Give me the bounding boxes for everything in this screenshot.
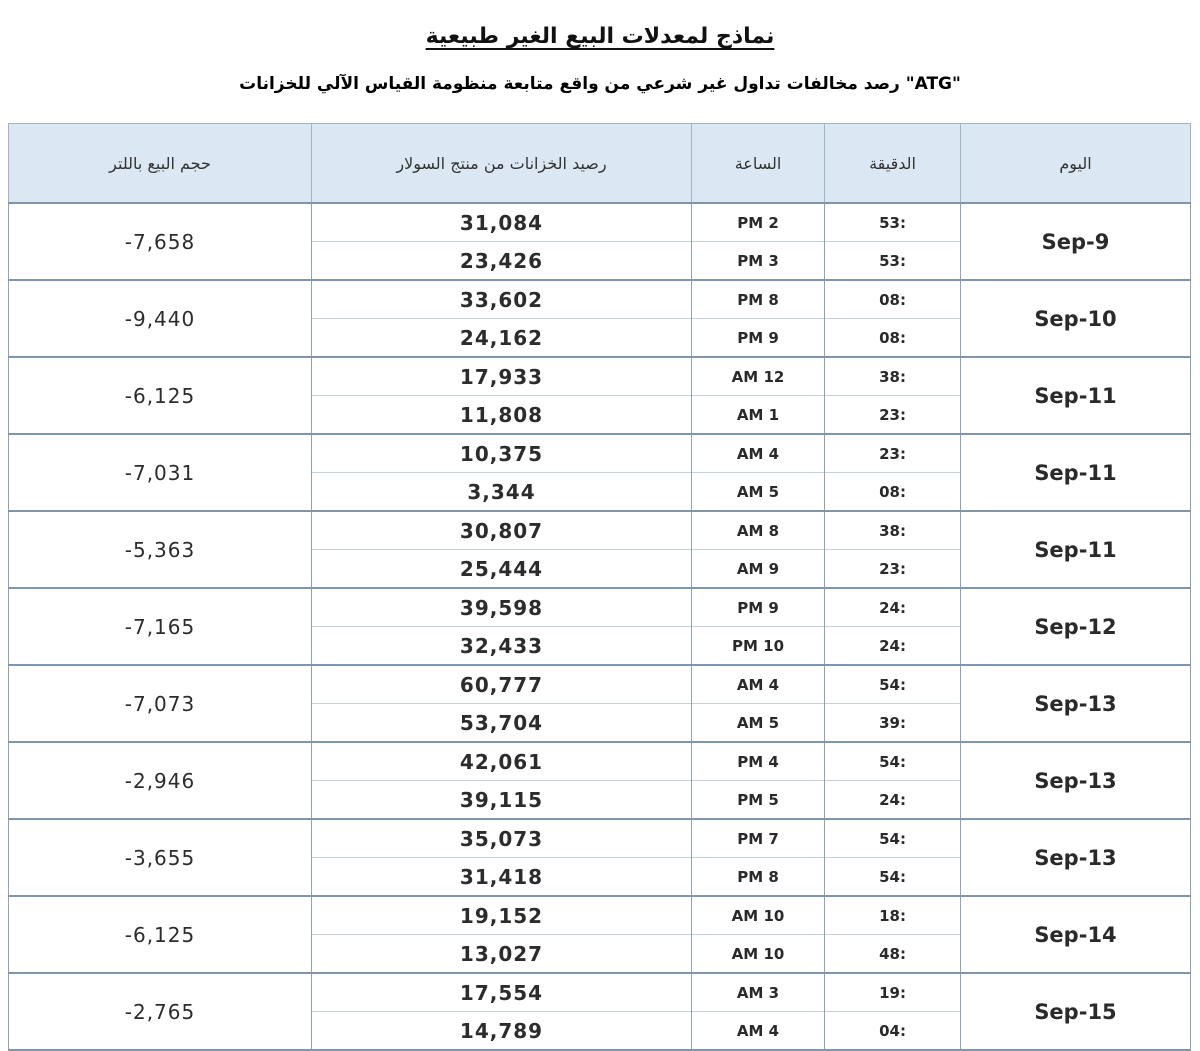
cell-minute: :38 bbox=[825, 357, 961, 396]
header-day: اليوم bbox=[961, 124, 1191, 204]
cell-balance: 31,084 bbox=[312, 203, 692, 242]
cell-minute: :54 bbox=[825, 858, 961, 897]
cell-minute: :53 bbox=[825, 203, 961, 242]
cell-day: 12-Sep bbox=[961, 588, 1191, 665]
document-title-text: نماذج لمعدلات البيع الغير طبيعية bbox=[425, 24, 775, 49]
cell-balance: 13,027 bbox=[312, 935, 692, 974]
cell-balance: 33,602 bbox=[312, 280, 692, 319]
cell-minute: :04 bbox=[825, 1012, 961, 1051]
cell-hour: 5 AM bbox=[692, 473, 825, 512]
cell-minute: :39 bbox=[825, 704, 961, 743]
cell-balance: 30,807 bbox=[312, 511, 692, 550]
cell-day: 9-Sep bbox=[961, 203, 1191, 280]
sales-table bbox=[8, 123, 1191, 1051]
cell-hour: 4 AM bbox=[692, 434, 825, 473]
cell-minute: :48 bbox=[825, 935, 961, 974]
table-row bbox=[9, 280, 1191, 319]
cell-minute: :53 bbox=[825, 242, 961, 281]
table-row bbox=[9, 665, 1191, 704]
table-row bbox=[9, 742, 1191, 781]
table-row bbox=[9, 973, 1191, 1012]
cell-hour: 3 PM bbox=[692, 242, 825, 281]
header-hour: الساعة bbox=[692, 124, 825, 204]
cell-minute: :24 bbox=[825, 781, 961, 820]
header-minute: الدقيقة bbox=[825, 124, 961, 204]
cell-day: 14-Sep bbox=[961, 896, 1191, 973]
cell-volume: -7,165 bbox=[9, 588, 312, 665]
table-row bbox=[9, 511, 1191, 550]
cell-balance: 31,418 bbox=[312, 858, 692, 897]
header-volume: حجم البيع باللتر bbox=[9, 124, 312, 204]
cell-minute: :18 bbox=[825, 896, 961, 935]
cell-balance: 14,789 bbox=[312, 1012, 692, 1051]
cell-hour: 5 AM bbox=[692, 704, 825, 743]
cell-day: 13-Sep bbox=[961, 819, 1191, 896]
cell-balance: 42,061 bbox=[312, 742, 692, 781]
cell-balance: 24,162 bbox=[312, 319, 692, 358]
cell-hour: 8 PM bbox=[692, 858, 825, 897]
cell-balance: 25,444 bbox=[312, 550, 692, 589]
cell-balance: 39,598 bbox=[312, 588, 692, 627]
table-row bbox=[9, 896, 1191, 935]
cell-balance: 39,115 bbox=[312, 781, 692, 820]
cell-hour: 7 PM bbox=[692, 819, 825, 858]
cell-hour: 9 AM bbox=[692, 550, 825, 589]
cell-hour: 8 AM bbox=[692, 511, 825, 550]
cell-balance: 60,777 bbox=[312, 665, 692, 704]
cell-hour: 9 PM bbox=[692, 319, 825, 358]
cell-volume: -9,440 bbox=[9, 280, 312, 357]
cell-balance: 3,344 bbox=[312, 473, 692, 512]
cell-minute: :24 bbox=[825, 627, 961, 666]
cell-hour: 3 AM bbox=[692, 973, 825, 1012]
cell-hour: 4 AM bbox=[692, 1012, 825, 1051]
cell-hour: 12 AM bbox=[692, 357, 825, 396]
cell-volume: -2,946 bbox=[9, 742, 312, 819]
cell-volume: -2,765 bbox=[9, 973, 312, 1050]
cell-hour: 1 AM bbox=[692, 396, 825, 435]
cell-minute: :54 bbox=[825, 742, 961, 781]
table-row bbox=[9, 819, 1191, 858]
document-subtitle: "ATG" رصد مخالفات تداول غير شرعي من واقع متابعة منظومة القياس الآلي للخزانات bbox=[239, 74, 961, 94]
cell-balance: 10,375 bbox=[312, 434, 692, 473]
cell-day: 13-Sep bbox=[961, 665, 1191, 742]
cell-minute: :24 bbox=[825, 588, 961, 627]
cell-volume: -6,125 bbox=[9, 357, 312, 434]
cell-volume: -3,655 bbox=[9, 819, 312, 896]
cell-minute: :08 bbox=[825, 280, 961, 319]
cell-day: 11-Sep bbox=[961, 357, 1191, 434]
cell-minute: :23 bbox=[825, 396, 961, 435]
cell-balance: 19,152 bbox=[312, 896, 692, 935]
cell-hour: 8 PM bbox=[692, 280, 825, 319]
cell-day: 10-Sep bbox=[961, 280, 1191, 357]
cell-minute: :38 bbox=[825, 511, 961, 550]
cell-day: 11-Sep bbox=[961, 511, 1191, 588]
cell-hour: 4 PM bbox=[692, 742, 825, 781]
document-title bbox=[0, 24, 1200, 49]
header-balance: رصيد الخزانات من منتج السولار bbox=[312, 124, 692, 204]
cell-balance: 23,426 bbox=[312, 242, 692, 281]
cell-volume: -7,073 bbox=[9, 665, 312, 742]
table-row bbox=[9, 357, 1191, 396]
cell-hour: 5 PM bbox=[692, 781, 825, 820]
cell-volume: -5,363 bbox=[9, 511, 312, 588]
cell-balance: 11,808 bbox=[312, 396, 692, 435]
cell-balance: 17,554 bbox=[312, 973, 692, 1012]
cell-day: 11-Sep bbox=[961, 434, 1191, 511]
cell-minute: :08 bbox=[825, 473, 961, 512]
table-row bbox=[9, 434, 1191, 473]
table-row bbox=[9, 203, 1191, 242]
cell-balance: 35,073 bbox=[312, 819, 692, 858]
cell-hour: 10 PM bbox=[692, 627, 825, 666]
cell-volume: -6,125 bbox=[9, 896, 312, 973]
cell-balance: 32,433 bbox=[312, 627, 692, 666]
table-row bbox=[9, 588, 1191, 627]
cell-hour: 10 AM bbox=[692, 935, 825, 974]
cell-balance: 53,704 bbox=[312, 704, 692, 743]
cell-minute: :54 bbox=[825, 665, 961, 704]
cell-volume: -7,031 bbox=[9, 434, 312, 511]
cell-minute: :08 bbox=[825, 319, 961, 358]
cell-hour: 2 PM bbox=[692, 203, 825, 242]
cell-hour: 10 AM bbox=[692, 896, 825, 935]
cell-minute: :23 bbox=[825, 434, 961, 473]
cell-day: 13-Sep bbox=[961, 742, 1191, 819]
cell-volume: -7,658 bbox=[9, 203, 312, 280]
cell-hour: 4 AM bbox=[692, 665, 825, 704]
table-header-row bbox=[9, 124, 1191, 204]
cell-minute: :19 bbox=[825, 973, 961, 1012]
cell-day: 15-Sep bbox=[961, 973, 1191, 1050]
cell-hour: 9 PM bbox=[692, 588, 825, 627]
cell-minute: :23 bbox=[825, 550, 961, 589]
cell-balance: 17,933 bbox=[312, 357, 692, 396]
sales-table-container bbox=[8, 123, 1190, 1051]
cell-minute: :54 bbox=[825, 819, 961, 858]
table-body bbox=[9, 203, 1191, 1050]
